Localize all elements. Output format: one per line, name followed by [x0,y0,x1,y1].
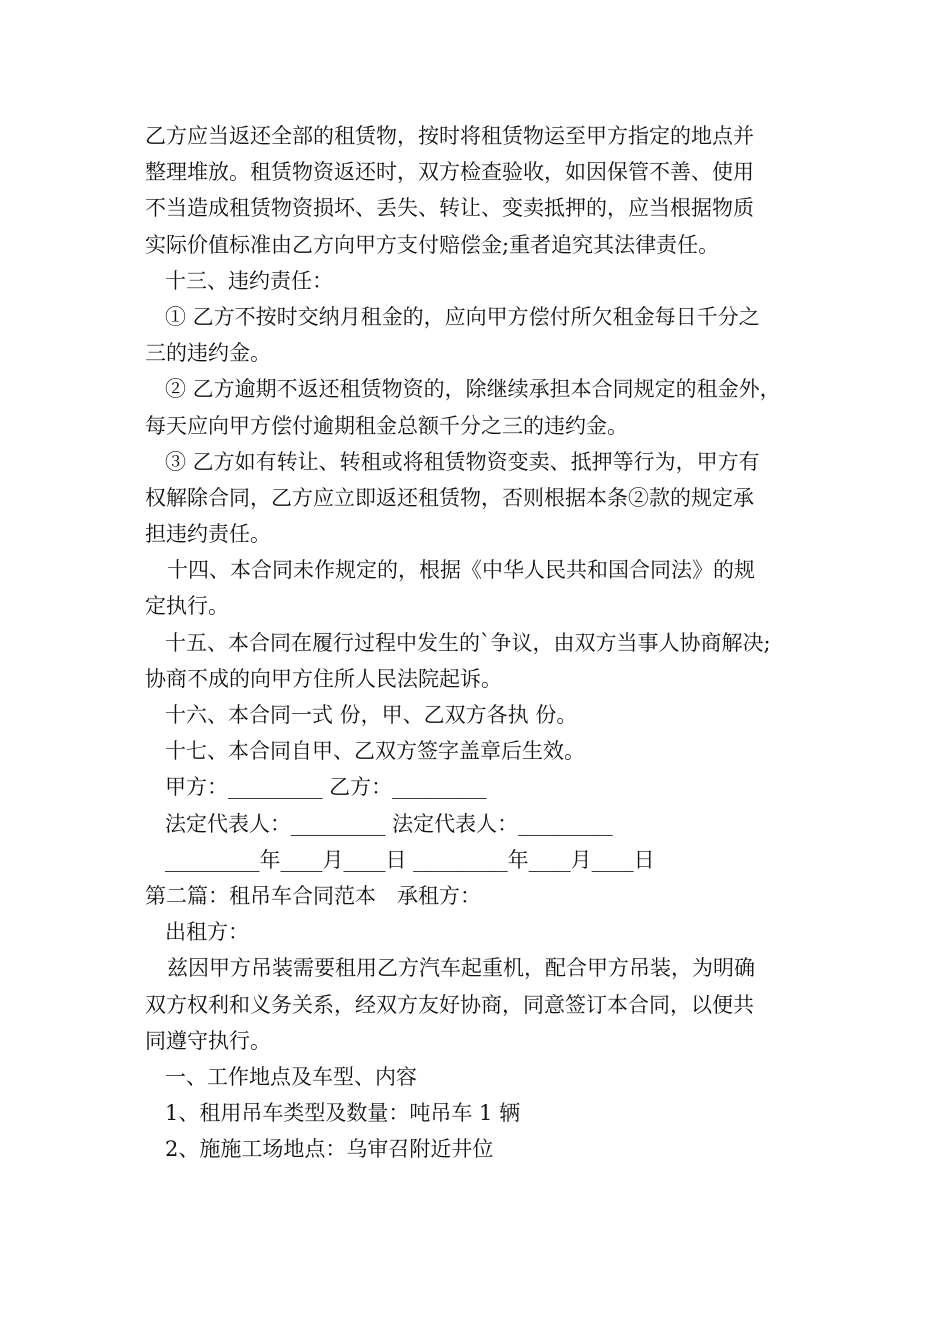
signature-representatives: 法定代表人：_________ 法定代表人：_________ [165,811,613,836]
paragraph-line: 兹因甲方吊装需要租用乙方汽车起重机，配合甲方吊装，为明确 [167,956,755,981]
document-body [145,118,825,1167]
paragraph-line: 实际价值标准由乙方向甲方支付赔偿金;重者追究其法律责任。 [145,232,720,257]
section-heading-1: 一、工作地点及车型、内容 [165,1064,417,1089]
paragraph-line: 同遵守执行。 [145,1028,271,1053]
paragraph-line: 三的违约金。 [145,341,271,366]
section-heading-13: 十三、违约责任： [165,268,333,293]
clause-item-3: ③ 乙方如有转让、转租或将租赁物资变卖、抵押等行为，甲方有 [165,449,760,474]
clause-item-1: ① 乙方不按时交纳月租金的，应向甲方偿付所欠租金每日千分之 [165,304,760,329]
section-heading-16: 十六、本合同一式 份，甲、乙双方各执 份。 [165,703,578,727]
chapter-heading: 第二篇：租吊车合同范本 承租方： [145,883,481,908]
signature-parties: 甲方：_________ 乙方：_________ [165,775,487,800]
section-heading-14: 十四、本合同未作规定的，根据《中华人民共和国合同法》的规 [167,558,755,583]
list-item-1: 1、租用吊车类型及数量：吨吊车 1 辆 [165,1101,521,1126]
clause-item-2: ② 乙方逾期不返还租赁物资的，除继续承担本合同规定的租金外， [165,377,781,402]
paragraph-line: 权解除合同，乙方应立即返还租赁物，否则根据本条②款的规定承 [145,485,754,510]
paragraph-line: 协商不成的向甲方住所人民法院起诉。 [145,666,502,691]
paragraph-line: 担违约责任。 [145,522,271,547]
paragraph-line: 双方权利和义务关系，经双方友好协商，同意签订本合同，以便共 [145,992,754,1017]
list-item-2: 2、施施工场地点：乌审召附近井位 [165,1137,494,1162]
section-heading-17: 十七、本合同自甲、乙双方签字盖章后生效。 [165,739,585,764]
lessor-label: 出租方： [165,920,249,945]
paragraph-line: 乙方应当返还全部的租赁物，按时将租赁物运至甲方指定的地点并 [145,124,754,148]
signature-dates: _________年____月____日 _________年____月____日 [165,847,655,872]
paragraph-line: 整理堆放。租赁物资返还时，双方检查验收，如因保管不善、使用 [145,160,754,185]
paragraph-line: 每天应向甲方偿付逾期租金总额千分之三的违约金。 [145,413,628,438]
paragraph-line: 定执行。 [145,594,229,619]
section-heading-15: 十五、本合同在履行过程中发生的`争议，由双方当事人协商解决; [165,630,771,655]
paragraph-line: 不当造成租赁物资损坏、丢失、转让、变卖抵押的，应当根据物质 [145,196,754,221]
